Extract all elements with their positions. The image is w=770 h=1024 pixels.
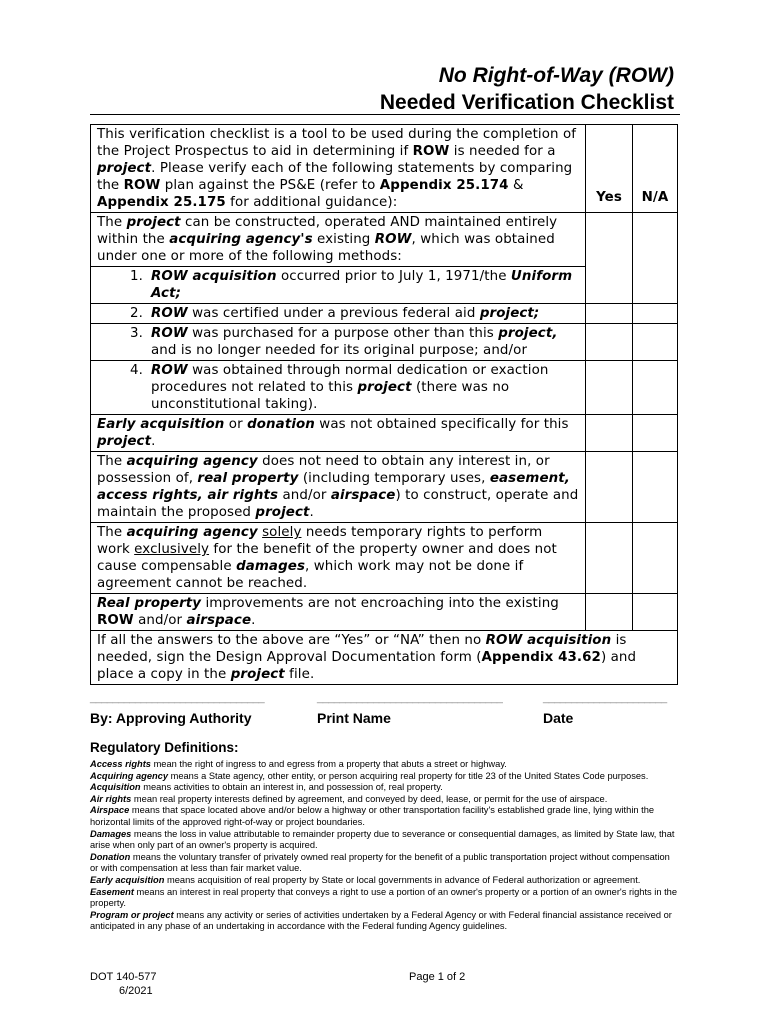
method-3-yes-checkbox[interactable] [586, 324, 633, 361]
q4-text: for the benefit of the property owner and does not cause compensable [97, 542, 557, 574]
item-bold: ROW [151, 363, 188, 378]
table-row [91, 361, 678, 415]
list-item [97, 268, 579, 302]
instruction-bold: project [230, 667, 285, 682]
q3-bold: project [255, 505, 310, 520]
q5-bold: Real property [97, 596, 202, 611]
question-3-cell [91, 452, 586, 523]
definition-item [90, 771, 680, 783]
item-text: was obtained through normal dedication or exaction procedures not related to this [151, 363, 549, 395]
q1-bold: project [126, 215, 181, 230]
method-3-cell [91, 324, 586, 361]
table-row [91, 125, 678, 213]
definition-text: means acquisition of real property by State or local governments in advance of Federal authorization or agreement. [164, 874, 641, 885]
q3-text: (including temporary uses, [298, 471, 490, 486]
table-row [91, 415, 678, 452]
intro-bold: Appendix 25.174 [379, 178, 509, 193]
method-4-cell [91, 361, 586, 415]
q4-text: needs temporary rights to perform work [97, 525, 543, 557]
definitions-heading: Regulatory Definitions: [90, 740, 239, 755]
definition-text: means any activity or series of activities undertaken by a Federal Agency or with Federal financial assistance received or anticipated in any phase of an undertaking in accordance with the Federal funding Agency guidelines. [90, 909, 672, 932]
title-line-1: No Right-of-Way (ROW) [438, 64, 674, 87]
definition-text: means the voluntary transfer of privately owned real property for the benefit of a public transportation project without compensation or with compensation at less than fair market value. [90, 851, 670, 874]
method-4-yes-checkbox[interactable] [586, 361, 633, 415]
q5-bold: airspace [186, 613, 252, 628]
footer-form-info [90, 970, 156, 998]
q5-yes-checkbox[interactable] [586, 594, 633, 631]
item-bold: project [357, 380, 412, 395]
title-divider [90, 114, 680, 115]
q1-yes-checkbox[interactable] [586, 213, 633, 304]
yes-label: Yes [596, 190, 622, 205]
definition-term: Donation [90, 851, 131, 862]
q1-text: existing [312, 232, 375, 247]
q5-text: improvements are not encroaching into the existing [201, 596, 559, 611]
item-bold: ROW [151, 306, 188, 321]
intro-text: & [508, 178, 524, 193]
regulatory-definitions [90, 740, 680, 933]
item-bold: Uniform Act; [151, 269, 573, 301]
q1-text: can be constructed, operated AND maintained entirely within the [97, 215, 558, 247]
q4-text: , which work may not be done if agreement cannot be reached. [97, 559, 524, 591]
definition-item [90, 910, 680, 933]
definition-item [90, 887, 680, 910]
intro-text: . Please verify each of the following statements by comparing the [97, 161, 573, 193]
q4-text: The [97, 525, 127, 540]
q2-yes-checkbox[interactable] [586, 415, 633, 452]
definition-term: Early acquisition [90, 874, 165, 885]
q3-yes-checkbox[interactable] [586, 452, 633, 523]
q1-bold: ROW [374, 232, 412, 247]
definition-term: Easement [90, 886, 134, 897]
q4-bold: damages [236, 559, 306, 574]
definition-term: Air rights [90, 793, 132, 804]
q3-text: ) to construct, operate and maintain the proposed [97, 488, 579, 520]
q5-text: . [251, 613, 256, 628]
column-header-yes [586, 125, 633, 213]
definition-text: means an interest in real property that conveys a right to use a portion of an owner's property or a portion of an owner's rights in the property. [90, 886, 678, 909]
table-row [91, 304, 678, 324]
item-number: 4. [130, 363, 143, 378]
method-2-na-checkbox[interactable] [633, 304, 678, 324]
table-row [91, 631, 678, 685]
definition-item [90, 794, 680, 806]
signature-label: By: Approving Authority [90, 710, 252, 726]
definition-text: means that space located above and/or below a highway or other transportation facility's established grade line, lying within the horizontal limits of the approved right-of-way or project boundaries. [90, 805, 655, 827]
na-label: N/A [641, 190, 669, 205]
q2-na-checkbox[interactable] [633, 415, 678, 452]
item-number: 3. [130, 326, 143, 341]
q3-bold: real property [197, 471, 299, 486]
intro-bold: ROW [412, 144, 450, 159]
q4-underline: solely [262, 525, 302, 540]
title-line-2: Needed Verification Checklist [379, 91, 674, 114]
definition-item [90, 782, 680, 794]
signature-line[interactable]: _______________________________ [90, 692, 265, 704]
definition-item [90, 852, 680, 875]
date-label: Date [543, 710, 574, 726]
date-line[interactable]: ______________________ [543, 692, 667, 704]
list-item [97, 325, 579, 359]
definition-text: means activities to obtain an interest in, and possession of, real property. [140, 782, 443, 793]
q3-text: . [309, 505, 314, 520]
table-row [91, 523, 678, 594]
definition-text: mean the right of ingress to and egress from a property that abuts a street or highway. [150, 759, 507, 769]
list-item [97, 305, 579, 322]
form-date: 6/2021 [119, 985, 153, 997]
question-1-cell [91, 213, 586, 267]
q2-bold: donation [247, 417, 315, 432]
intro-bold: ROW [123, 178, 161, 193]
q1-text: The [97, 215, 127, 230]
item-text: was certified under a previous federal aid [187, 306, 480, 321]
signature-approving-authority [90, 692, 264, 726]
q3-na-checkbox[interactable] [633, 452, 678, 523]
q5-bold: ROW [97, 613, 134, 628]
q3-bold: airspace [330, 488, 396, 503]
instruction-cell [91, 631, 678, 685]
q5-na-checkbox[interactable] [633, 594, 678, 631]
definition-term: Acquiring agency [90, 770, 169, 781]
list-item [97, 362, 579, 413]
method-1-cell [91, 267, 586, 304]
intro-cell [91, 125, 586, 213]
item-text: and is no longer needed for its original purpose; and/or [151, 343, 528, 358]
q4-underline: exclusively [134, 542, 210, 557]
q3-bold: acquiring agency [126, 454, 258, 469]
method-2-yes-checkbox[interactable] [586, 304, 633, 324]
instruction-bold: ROW acquisition [485, 633, 612, 648]
q3-text: The [97, 454, 127, 469]
q2-text: . [151, 434, 156, 449]
question-2-cell [91, 415, 586, 452]
method-2-cell [91, 304, 586, 324]
definition-text: means the loss in value attributable to remainder property due to severance or consequential damages, as limited by State law, that arise when only part of an owner's property is acquired. [90, 828, 675, 851]
item-bold: project; [479, 306, 540, 321]
method-3-na-checkbox[interactable] [633, 324, 678, 361]
page-number: Page 1 of 2 [409, 971, 466, 983]
intro-bold: project [97, 161, 152, 176]
intro-text: for additional guidance): [225, 195, 398, 210]
intro-text: This verification checklist is a tool to be used during the completion of the Project Prospectus to aid in determining if [97, 127, 577, 159]
q2-text: or [224, 417, 248, 432]
q2-bold: project [97, 434, 152, 449]
item-number: 1. [130, 269, 143, 284]
document-title [380, 62, 674, 116]
question-4-cell [91, 523, 586, 594]
signature-date [543, 692, 667, 726]
q1-bold: acquiring agency's [169, 232, 313, 247]
definition-term: Acquisition [90, 782, 141, 793]
method-4-na-checkbox[interactable] [633, 361, 678, 415]
item-bold: ROW acquisition [151, 269, 277, 284]
definition-term: Program or project [90, 909, 174, 920]
form-number: DOT 140-577 [90, 971, 157, 983]
table-row [91, 594, 678, 631]
instruction-bold: Appendix 43.62 [481, 650, 601, 665]
q4-na-checkbox[interactable] [633, 523, 678, 594]
print-name-label: Print Name [317, 710, 391, 726]
item-text: occurred prior to July 1, 1971/the [276, 269, 511, 284]
verification-checklist-table [90, 124, 678, 685]
item-number: 2. [130, 306, 143, 321]
intro-bold: Appendix 25.175 [97, 195, 226, 210]
item-bold: ROW [151, 326, 188, 341]
definition-term: Access rights [90, 759, 151, 769]
q5-text: and/or [133, 613, 187, 628]
item-bold: project, [498, 326, 558, 341]
q1-text: , which was obtained under one or more of the following methods: [97, 232, 555, 264]
intro-text: is needed for a [449, 144, 556, 159]
instruction-text: is needed, sign the Design Approval Documentation form ( [97, 633, 627, 665]
signature-print-name [317, 692, 502, 726]
definition-item [90, 805, 680, 828]
instruction-text: ) and place a copy in the [97, 650, 637, 682]
q4-yes-checkbox[interactable] [586, 523, 633, 594]
q1-na-checkbox[interactable] [633, 213, 678, 304]
item-text: (there was no unconstitutional taking). [151, 380, 510, 412]
table-row [91, 324, 678, 361]
table-row [91, 213, 678, 267]
question-5-cell [91, 594, 586, 631]
item-text: was purchased for a purpose other than this [187, 326, 499, 341]
instruction-text: If all the answers to the above are “Yes” or “NA” then no [97, 633, 486, 648]
print-name-line[interactable]: _________________________________ [317, 692, 503, 704]
definition-item [90, 759, 680, 771]
q2-text: was not obtained specifically for this [314, 417, 569, 432]
definition-text: means a State agency, other entity, or person acquiring real property for title 23 of the United States Code purposes. [168, 770, 649, 781]
intro-text: plan against the PS&E (refer to [160, 178, 380, 193]
column-header-na [633, 125, 678, 213]
instruction-text: file. [284, 667, 315, 682]
table-row [91, 452, 678, 523]
q3-text: and/or [278, 488, 331, 503]
definition-term: Damages [90, 828, 132, 839]
definition-item [90, 875, 680, 887]
q3-bold: easement, access rights, air rights [97, 471, 570, 503]
q3-text: does not need to obtain any interest in, or possession of, [97, 454, 550, 486]
q4-bold: acquiring agency [126, 525, 258, 540]
definition-term: Airspace [90, 805, 130, 816]
q2-bold: Early acquisition [97, 417, 225, 432]
definition-text: mean real property interests defined by agreement, and conveyed by deed, lease, or permit for the use of airspace. [131, 793, 608, 804]
definition-item [90, 829, 680, 852]
